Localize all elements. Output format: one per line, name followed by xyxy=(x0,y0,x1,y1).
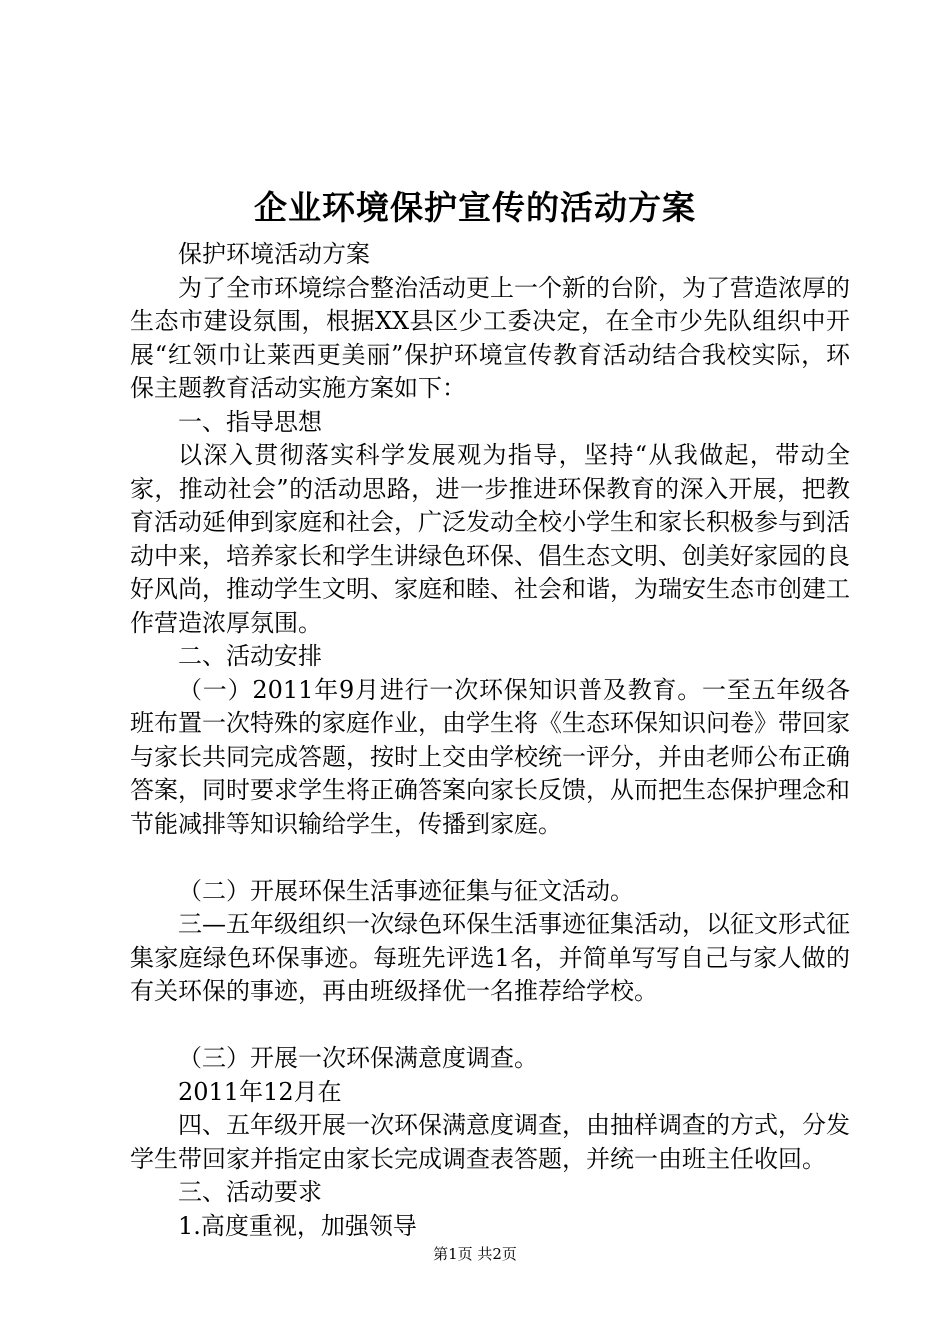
document-title: 企业环境保护宣传的活动方案 xyxy=(254,188,696,227)
paragraph-guiding-idea: 以深入贯彻落实科学发展观为指导，坚持“从我做起，带动全家，推动社会”的活动思路，进一步推进环保教育的深入开展，把教育活动延伸到家庭和社会，广泛发动全校小学生和家长积极参与到活动中来，培养家长和学生讲绿色环保、倡生态文明、创美好家园的良好风尚，推动学生文明、家庭和睦、社会和谐，为瑞安生态市创建工作营造浓厚氛围。 xyxy=(130,441,850,637)
section-heading-guiding-idea: 一、指导思想 xyxy=(178,407,322,436)
paragraph-arrangement-3-date: 2011年12月在 xyxy=(178,1077,342,1106)
paragraph-arrangement-3-heading: （三）开展一次环保满意度调查。 xyxy=(178,1044,538,1072)
paragraph-requirement-1: 1.高度重视，加强领导 xyxy=(178,1211,417,1240)
paragraph-arrangement-2: 三—五年级组织一次绿色环保生活事迹征集活动，以征文形式征集家庭绿色环保事迹。每班先评选1名，并简单写写自己与家人做的有关环保的事迹，再由班级择优一名推荐给学校。 xyxy=(130,910,850,1005)
section-heading-arrangement: 二、活动安排 xyxy=(178,642,322,670)
paragraph-intro: 为了全市环境综合整治活动更上一个新的台阶，为了营造浓厚的生态市建设氛围，根据XX县区少工委决定，在全市少先队组织中开展“红领巾让莱西更美丽”保护环境宣传教育活动结合我校实际，环保主题教育活动实施方案如下： xyxy=(130,273,850,402)
paragraph-subtitle: 保护环境活动方案 xyxy=(178,240,370,268)
document-body xyxy=(130,238,850,1243)
paragraph-arrangement-2-heading: （二）开展环保生活事迹征集与征文活动。 xyxy=(178,876,634,905)
page-footer: 第1页 共2页 xyxy=(433,1245,517,1263)
section-heading-requirements: 三、活动要求 xyxy=(178,1178,322,1206)
paragraph-arrangement-3: 四、五年级开展一次环保满意度调查，由抽样调查的方式，分发学生带回家并指定由家长完成调查表答题，并统一由班主任收回。 xyxy=(130,1111,850,1173)
paragraph-arrangement-1: （一）2011年9月进行一次环保知识普及教育。一至五年级各班布置一次特殊的家庭作业，由学生将《生态环保知识问卷》带回家与家长共同完成答题，按时上交由学校统一评分，并由老师公布正确答案，同时要求学生将正确答案向家长反馈，从而把生态保护理念和节能减排等知识输给学生，传播到家庭。 xyxy=(130,675,850,838)
